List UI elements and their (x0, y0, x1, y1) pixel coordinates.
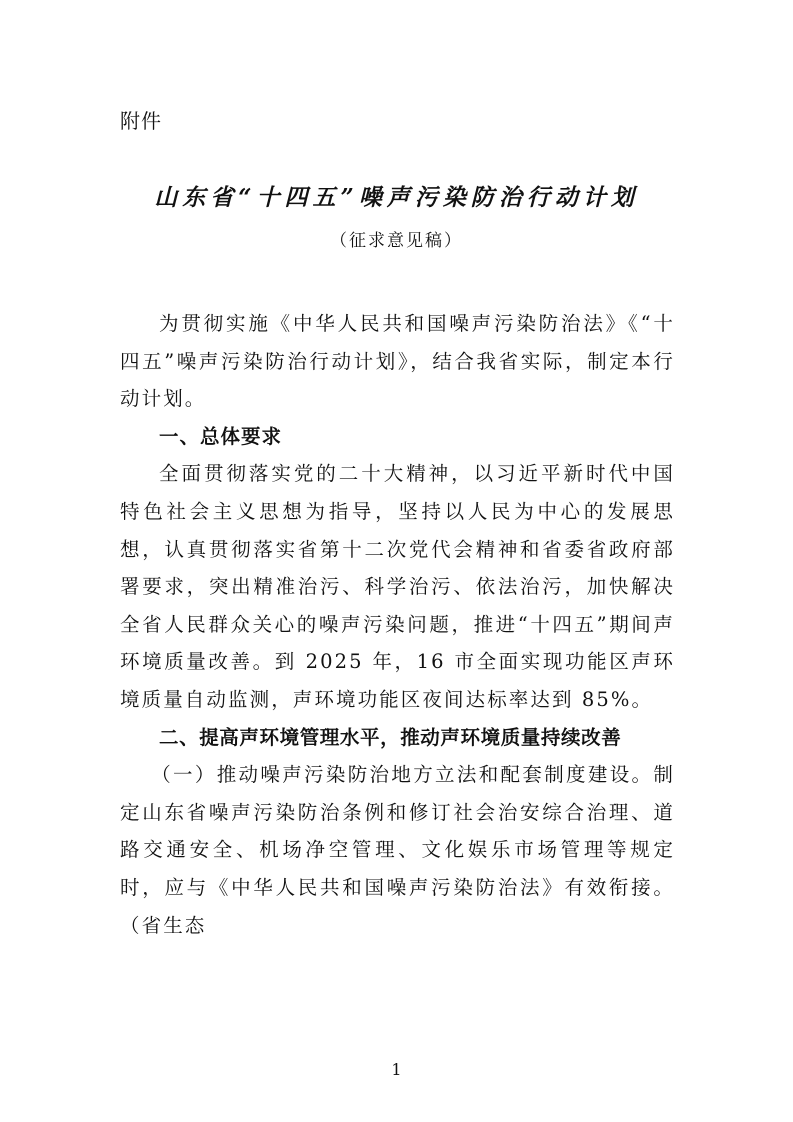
document-subtitle: （征求意见稿） (330, 231, 463, 251)
section-heading-general-requirements: 一、总体要求 (159, 424, 283, 448)
page-number: 1 (391, 1060, 402, 1079)
document-title: 山东省“十四五”噪声污染防治行动计划 (154, 184, 639, 211)
intro-paragraph: 为贯彻实施《中华人民共和国噪声污染防治法》《“十四五”噪声污染防治行动计划》，结合我省实际，制定本行动计划。 (120, 312, 675, 411)
section-heading-management: 二、提高声环境管理水平，推动声环境质量持续改善 (159, 725, 622, 749)
document-body (120, 305, 675, 944)
attachment-label: 附件 (120, 109, 162, 133)
subsection-paragraph-legislation: （一）推动噪声污染防治地方立法和配套制度建设。制定山东省噪声污染防治条例和修订社会治安综合治理、道路交通安全、机场净空管理、文化娱乐市场管理等规定时，应与《中华人民共和国噪声污染防治法》有效衔接。（省生态 (120, 763, 675, 937)
general-requirements-paragraph: 全面贯彻落实党的二十大精神，以习近平新时代中国特色社会主义思想为指导，坚持以人民为中心的发展思想，认真贯彻落实省第十二次党代会精神和省委省政府部署要求，突出精准治污、科学治污、依法治污，加快解决全省人民群众关心的噪声污染问题，推进“十四五”期间声环境质量改善。到 2025 年，16 市全面实现功能区声环境质量自动监测，声环境功能区夜间达标率达到 85%。 (120, 462, 675, 711)
